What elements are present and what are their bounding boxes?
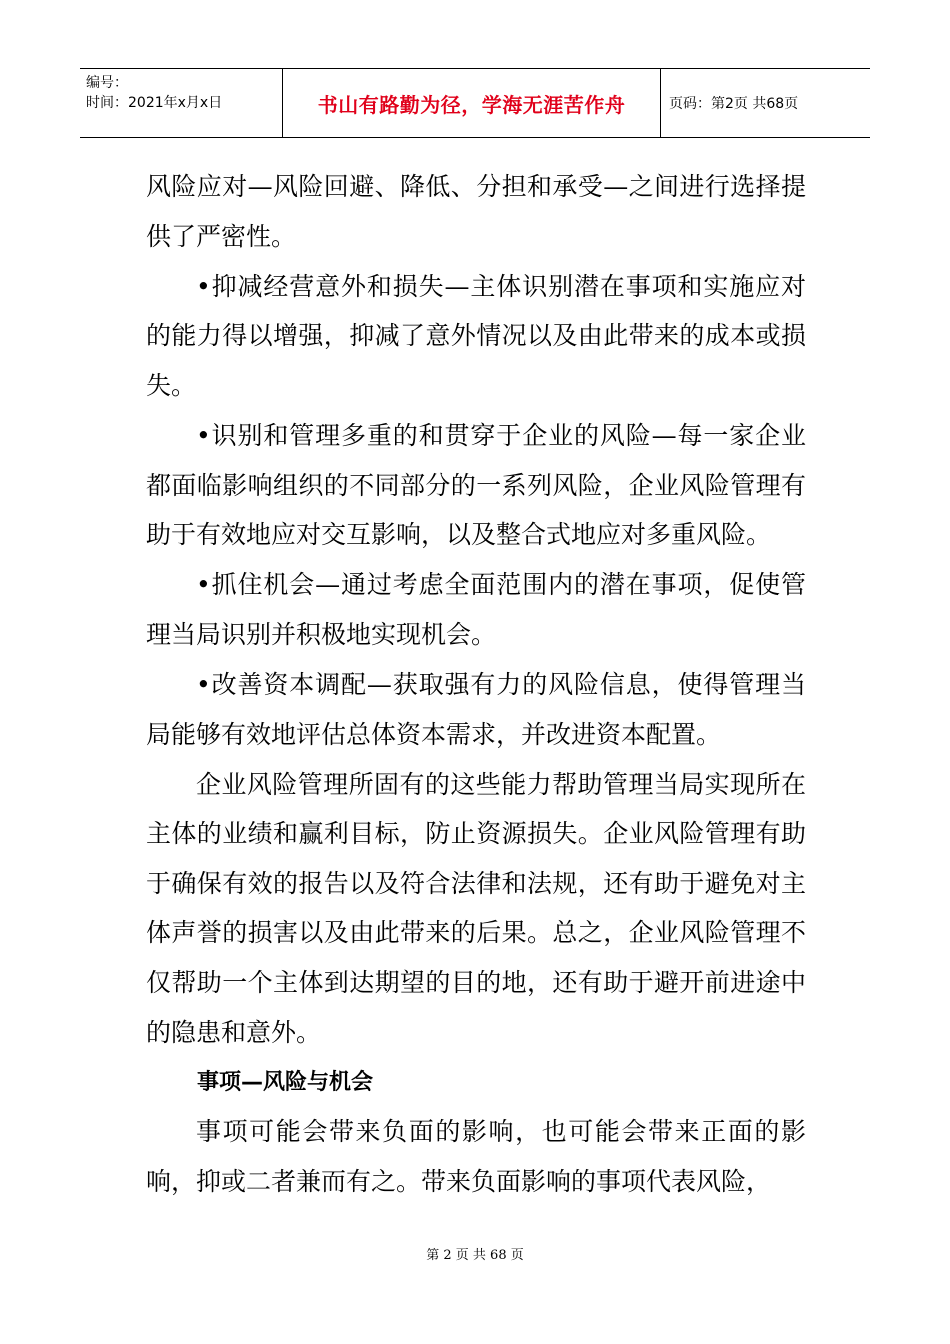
bullet-paragraph: •抓住机会—通过考虑全面范围内的潜在事项，促使管理当局识别并积极地实现机会。 xyxy=(146,570,806,649)
page-header xyxy=(80,68,870,138)
section-paragraph: 事项可能会带来负面的影响，也可能会带来正面的影响，抑或二者兼而有之。带来负面影响的事项代表风险， xyxy=(146,1117,806,1196)
page-footer: 第 2 页 共 68 页 xyxy=(426,1248,524,1263)
header-motto-cell xyxy=(283,69,661,137)
bullet-paragraph: •改善资本调配—获取强有力的风险信息，使得管理当局能够有效地评估总体资本需求，并改进资本配置。 xyxy=(146,669,806,749)
bullet-paragraph: •抑减经营意外和损失—主体识别潜在事项和实施应对的能力得以增强，抑减了意外情况以及由此带来的成本或损失。 xyxy=(146,271,806,400)
header-page-info-cell xyxy=(661,69,870,137)
header-page-info: 页码：第2页 共68页 xyxy=(669,96,799,112)
document-body xyxy=(146,162,806,1207)
header-meta xyxy=(80,69,283,137)
bullet-paragraph: •识别和管理多重的和贯穿于企业的风险—每一家企业都面临影响组织的不同部分的一系列风险，企业风险管理有助于有效地应对交互影响，以及整合式地应对多重风险。 xyxy=(146,420,806,550)
document-number-label: 编号： xyxy=(86,75,128,91)
header-motto: 书山有路勤为径，学海无涯苦作舟 xyxy=(317,92,626,117)
body-paragraph: 风险应对—风险回避、降低、分担和承受—之间进行选择提供了严密性。 xyxy=(146,172,806,251)
document-date-label: 时间：2021年x月x日 xyxy=(86,95,223,111)
body-paragraph: 企业风险管理所固有的这些能力帮助管理当局实现所在主体的业绩和赢利目标，防止资源损失。企业风险管理有助于确保有效的报告以及符合法律和法规，还有助于避免对主体声誉的损害以及由此带来的后果。总之，企业风险管理不仅帮助一个主体到达期望的目的地，还有助于避开前进途中的隐患和意外。 xyxy=(146,769,806,1047)
section-heading: 事项—风险与机会 xyxy=(197,1069,374,1095)
